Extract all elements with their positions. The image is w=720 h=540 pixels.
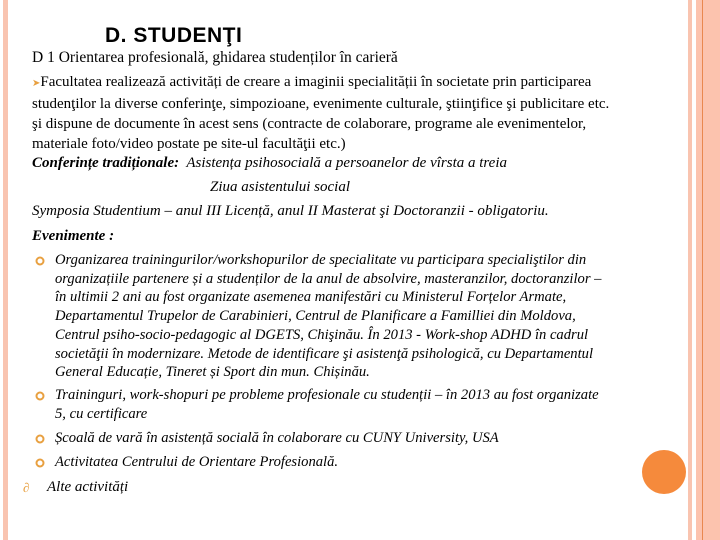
- event-item: Activitatea Centrului de Orientare Profesională.: [55, 454, 339, 470]
- events-label: Evenimente :: [32, 228, 115, 244]
- other-activities: Alte activități: [47, 479, 129, 495]
- left-border: [3, 0, 8, 540]
- conferences-line: Conferințe tradiționale: Asistența psihosocială a persoanelor de vîrsta a treia: [32, 155, 508, 171]
- event-item: Traininguri, work-shopuri pe probleme profesionale cu studenții – în 2013 au fost organizate 5, cu certificare: [55, 387, 599, 422]
- right-border-inner: [688, 0, 692, 540]
- right-border-line: [702, 0, 703, 540]
- conference-item: Ziua asistentului social: [210, 179, 351, 195]
- event-item: Organizarea trainingurilor/workshopurilor de specialitate vu participara specialiştilor din organizațiile partenere și a studenților de la anul de absolvire, masteranzilor, doctoranzilor – în ultimii 2 ani au fost organizate asemenea manifestări cu Ministerul Forțelor Armate, Departamentul Trupelor de Carabinieri, Centrul de Planificare a Familliei din Moldova, Centrul psiho-socio-pedagogic al DGETS, Chişinău. În 2013 - Work-shop ADHD în cadrul societăţii în modernizare. Metode de identificare şi asistenţă psihologică, cu Departamentul General Educație, Tineret și Sport din mun. Chișinău.: [55, 252, 602, 381]
- scribble-bullet-icon: ∂: [23, 480, 30, 495]
- orange-circle-decoration: [642, 450, 686, 494]
- circle-bullet-icon: [35, 391, 45, 401]
- intro-paragraph: ➤Facultatea realizează activități de creare a imaginii specialității în societate prin participarea studenţilor la diverse conferinţe, simpozioane, evenimente culturale, ştiinţifice şi publicitare etc. şi dispune de documente în acest sens (contracte de colaborare, programe ale evenimentelor, materiale foto/video postate pe site-ul facultăţii etc.): [32, 74, 610, 152]
- symposia-line: Symposia Studentium – anul III Licență, anul II Masterat şi Doctoranzii - obligatoriu.: [32, 203, 549, 219]
- circle-bullet-icon: [35, 434, 45, 444]
- right-border-band: [696, 0, 720, 540]
- section-heading: D 1 Orientarea profesională, ghidarea studenților în carieră: [32, 49, 398, 66]
- circle-bullet-icon: [35, 458, 45, 468]
- arrow-bullet-icon: ➤: [32, 78, 41, 89]
- circle-bullet-icon: [35, 256, 45, 266]
- slide-title: D. STUDENŢI: [105, 24, 243, 47]
- event-item: Școală de vară în asistență socială în colaborare cu CUNY University, USA: [55, 430, 499, 446]
